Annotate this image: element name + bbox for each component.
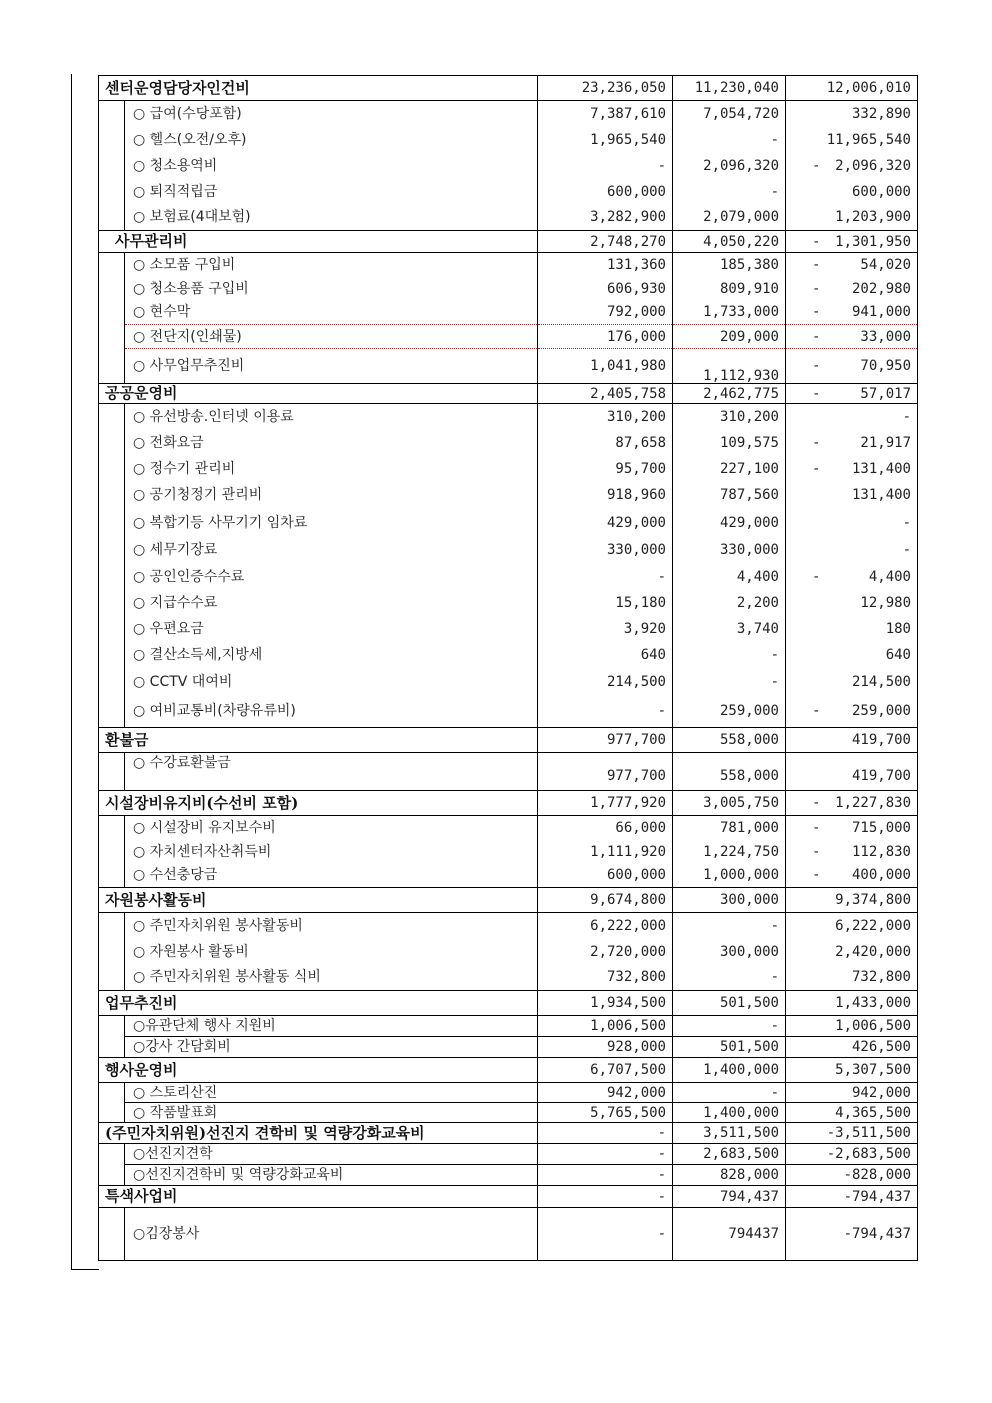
item-label: ○ 유선방송.인터넷 이용료 [125,404,538,430]
amount: 1,227,830 [835,795,911,811]
minus-sign: - [812,328,821,345]
col1-value: 6,222,000 [538,913,673,939]
item-row [99,101,918,127]
category-label: 센터운영담당자인건비 [99,76,538,101]
category-label: 환불금 [99,728,538,753]
item-row [99,277,918,301]
item-label: ○ 현수막 [125,301,538,325]
col1-value: 6,707,500 [538,1058,673,1083]
minus-sign: - [812,233,821,250]
item-row [99,1016,918,1037]
indent-cell [99,404,125,728]
col1-value: 330,000 [538,537,673,564]
col3-value: 12,980 [786,590,918,616]
item-label: ○ 자원봉사 활동비 [125,939,538,965]
col3-value: 214,500 [786,668,918,696]
col2-value: 794437 [673,1208,786,1261]
item-row [99,1037,918,1058]
col3-value: - [786,537,918,564]
minus-sign: - [812,703,821,720]
amount: 1,301,950 [835,233,911,250]
category-row [99,1186,918,1208]
col2-value: 4,050,220 [673,231,786,253]
item-row [99,840,918,864]
minus-sign: - [812,460,821,477]
col3-value: 131,400 [786,482,918,509]
amount: 715,000 [851,819,911,836]
col3-value: 6,222,000 [786,913,918,939]
col3-value [786,816,918,840]
col1-value: 7,387,610 [538,101,673,127]
col3-value [786,277,918,301]
col3-value [786,840,918,864]
col1-value: 3,920 [538,616,673,642]
category-row [99,888,918,913]
col3-value: 11,965,540 [786,127,918,153]
col2-value: 185,380 [673,253,786,277]
col2-value: 310,200 [673,404,786,430]
item-label: ○강사 간담회비 [125,1037,538,1058]
col2-value: 809,910 [673,277,786,301]
col1-value: 1,006,500 [538,1016,673,1037]
item-label: ○ 복합기등 사무기기 임차료 [125,509,538,537]
col3-value [786,325,918,349]
col2-value: 501,500 [673,1037,786,1058]
category-row [99,791,918,816]
item-label: ○ 보험료(4대보험) [125,205,538,231]
col1-value: - [538,1123,673,1144]
item-label: ○유관단체 행사 지원비 [125,1016,538,1037]
col1-value: 1,934,500 [538,991,673,1016]
item-row [99,939,918,965]
item-row [99,642,918,668]
item-label: ○ 전단지(인쇄물) [125,325,538,349]
col1-value: - [538,696,673,728]
col2-value: 3,740 [673,616,786,642]
col3-value: 426,500 [786,1037,918,1058]
col2-value: 501,500 [673,991,786,1016]
item-label: ○ 헬스(오전/오후) [125,127,538,153]
indent-cell [99,913,125,991]
col1-value: 1,111,920 [538,840,673,864]
col2-value: 4,400 [673,564,786,590]
category-label: 자원봉사활동비 [99,888,538,913]
col3-value [786,301,918,325]
category-label: 공공운영비 [99,384,538,404]
item-label: ○ CCTV 대여비 [125,668,538,696]
col1-value: 15,180 [538,590,673,616]
col3-value [786,349,918,384]
item-label: ○김장봉사 [125,1208,538,1261]
col2-value: 1,112,930 [673,349,786,384]
col3-value: 732,800 [786,965,918,991]
indent-cell [99,816,125,888]
item-label: ○ 수강료환불금 [125,753,538,791]
col3-value: 1,006,500 [786,1016,918,1037]
col3-value: -2,683,500 [786,1144,918,1165]
col2-value: 794,437 [673,1186,786,1208]
item-label: ○ 작품발표회 [125,1103,538,1123]
item-row [99,564,918,590]
col3-value: -828,000 [786,1165,918,1186]
item-label: ○ 소모품 구입비 [125,253,538,277]
item-row [99,668,918,696]
col3-value [786,430,918,456]
col2-value: 227,100 [673,456,786,482]
item-row [99,590,918,616]
item-label: ○ 급여(수당포함) [125,101,538,127]
col1-value: 23,236,050 [538,76,673,101]
col3-value: 5,307,500 [786,1058,918,1083]
col2-value: 2,079,000 [673,205,786,231]
col2-value: 558,000 [673,753,786,791]
col1-value: 3,282,900 [538,205,673,231]
col1-value: 600,000 [538,179,673,205]
item-label: ○ 청소용품 구입비 [125,277,538,301]
minus-sign: - [812,256,821,273]
col3-value: -3,511,500 [786,1123,918,1144]
minus-sign: - [812,385,821,402]
item-label: ○ 공인인증수수료 [125,564,538,590]
indent-cell [99,1144,125,1186]
col2-value: 2,462,775 [673,384,786,404]
minus-sign: - [812,304,821,321]
col2-value: 330,000 [673,537,786,564]
col2-value: - [673,127,786,153]
col3-value: 9,374,800 [786,888,918,913]
col1-value: 1,041,980 [538,349,673,384]
item-row [99,430,918,456]
col1-value: - [538,1144,673,1165]
category-row [99,384,918,404]
item-label: ○ 시설장비 유지보수비 [125,816,538,840]
amount: 400,000 [851,867,911,884]
item-label: ○ 수선충당금 [125,864,538,888]
indent-cell [99,253,125,384]
amount: 941,000 [851,304,911,321]
col1-value: 1,965,540 [538,127,673,153]
col1-value: 429,000 [538,509,673,537]
col2-value: 3,005,750 [673,791,786,816]
item-label: ○선진지견학비 및 역량강화교육비 [125,1165,538,1186]
minus-sign: - [812,819,821,836]
item-row [99,301,918,325]
item-row [99,864,918,888]
col2-value: - [673,668,786,696]
item-row [99,153,918,179]
col3-value: 4,365,500 [786,1103,918,1123]
category-row [99,1058,918,1083]
item-row [99,1103,918,1123]
col2-value: - [673,913,786,939]
item-row [99,456,918,482]
item-row [99,753,918,791]
col3-value: -794,437 [786,1208,918,1261]
col1-value: 87,658 [538,430,673,456]
col2-value: 2,200 [673,590,786,616]
col2-value: 787,560 [673,482,786,509]
item-row [99,205,918,231]
amount: 57,017 [860,385,911,402]
col3-value [786,384,918,404]
col1-value: 792,000 [538,301,673,325]
col3-value: 2,420,000 [786,939,918,965]
col1-value: 918,960 [538,482,673,509]
col1-value: 640 [538,642,673,668]
item-label: ○ 공기청정기 관리비 [125,482,538,509]
col2-value: 7,054,720 [673,101,786,127]
minus-sign: - [812,434,821,451]
indent-cell [99,753,125,791]
col3-value [786,696,918,728]
col2-value: 300,000 [673,888,786,913]
item-row [99,816,918,840]
item-row [99,965,918,991]
col2-value: - [673,1083,786,1103]
item-row [99,253,918,277]
col2-value: 209,000 [673,325,786,349]
category-label: 사무관리비 [99,231,538,253]
col1-value: - [538,1208,673,1261]
item-row [99,616,918,642]
amount: 202,980 [851,280,911,297]
col2-value: - [673,1016,786,1037]
item-label: ○ 여비교통비(차량유류비) [125,696,538,728]
category-row [99,76,918,101]
col2-value: - [673,179,786,205]
amount: 21,917 [860,434,911,451]
item-row [99,179,918,205]
col3-value: 180 [786,616,918,642]
col3-value: 332,890 [786,101,918,127]
item-label: ○ 퇴직적립금 [125,179,538,205]
col3-value: - [786,509,918,537]
col2-value: - [673,642,786,668]
col3-value [786,456,918,482]
col1-value: 214,500 [538,668,673,696]
col2-value: 1,000,000 [673,864,786,888]
minus-sign: - [812,843,821,860]
col1-value: 977,700 [538,728,673,753]
col2-value: 429,000 [673,509,786,537]
item-label: ○ 스토리산진 [125,1083,538,1103]
item-row [99,404,918,430]
col1-value: 606,930 [538,277,673,301]
item-row [99,537,918,564]
item-row [99,1144,918,1165]
item-label: ○ 정수기 관리비 [125,456,538,482]
col1-value: 2,720,000 [538,939,673,965]
minus-sign: - [812,358,821,374]
col1-value: 2,405,758 [538,384,673,404]
item-label: ○ 우편요금 [125,616,538,642]
col1-value: 977,700 [538,753,673,791]
col3-value [786,253,918,277]
item-label: ○ 결산소득세,지방세 [125,642,538,668]
col3-value: 419,700 [786,728,918,753]
minus-sign: - [812,157,821,174]
item-label: ○ 자치센터자산취득비 [125,840,538,864]
col3-value: 1,203,900 [786,205,918,231]
minus-sign: - [812,795,821,811]
col3-value [786,153,918,179]
col3-value [786,564,918,590]
amount: 131,400 [851,460,911,477]
col2-value: 1,733,000 [673,301,786,325]
col2-value: 1,400,000 [673,1103,786,1123]
amount: 112,830 [851,843,911,860]
col3-value: -794,437 [786,1186,918,1208]
col1-value: 131,360 [538,253,673,277]
item-label: ○ 주민자치위원 봉사활동 식비 [125,965,538,991]
item-label: ○ 주민자치위원 봉사활동비 [125,913,538,939]
col2-value: 3,511,500 [673,1123,786,1144]
item-row [99,1083,918,1103]
category-label: 행사운영비 [99,1058,538,1083]
col3-value: 1,433,000 [786,991,918,1016]
col3-value: 640 [786,642,918,668]
col2-value: - [673,965,786,991]
col2-value: 2,096,320 [673,153,786,179]
category-label: (주민자치위원)선진지 견학비 및 역량강화교육비 [99,1123,538,1144]
category-row [99,1123,918,1144]
indent-cell [99,1016,125,1058]
amount: 4,400 [868,568,911,585]
item-row [99,349,918,384]
page-bottom-rule [71,1269,99,1270]
indent-cell [99,1208,125,1261]
col1-value: 176,000 [538,325,673,349]
col2-value: 11,230,040 [673,76,786,101]
col3-value: 942,000 [786,1083,918,1103]
item-label: ○ 전화요금 [125,430,538,456]
budget-table [98,75,918,1261]
item-label: ○ 세무기장료 [125,537,538,564]
col2-value: 1,400,000 [673,1058,786,1083]
col1-value: 942,000 [538,1083,673,1103]
col1-value: - [538,1186,673,1208]
category-label: 시설장비유지비(수선비 포함) [99,791,538,816]
category-row [99,728,918,753]
item-label: ○ 청소용역비 [125,153,538,179]
minus-sign: - [812,280,821,297]
col2-value: 2,683,500 [673,1144,786,1165]
col3-value [786,864,918,888]
item-label: ○ 지급수수료 [125,590,538,616]
item-row [99,127,918,153]
col2-value: 259,000 [673,696,786,728]
amount: 259,000 [851,703,911,720]
page-left-rule [71,74,72,1270]
col2-value: 300,000 [673,939,786,965]
col3-value: - [786,404,918,430]
col1-value: - [538,1165,673,1186]
col1-value: - [538,153,673,179]
col1-value: 66,000 [538,816,673,840]
item-row [99,913,918,939]
minus-sign: - [812,867,821,884]
col1-value: - [538,564,673,590]
col3-value: 419,700 [786,753,918,791]
item-row [99,509,918,537]
item-label: ○ 사무업무추진비 [125,349,538,384]
col1-value: 928,000 [538,1037,673,1058]
col2-value: 1,224,750 [673,840,786,864]
item-row [99,1165,918,1186]
amount: 54,020 [860,256,911,273]
amount: 33,000 [860,328,911,345]
col2-value: 558,000 [673,728,786,753]
item-row [99,482,918,509]
indent-cell [99,1083,125,1123]
item-label: ○선진지견학 [125,1144,538,1165]
item-row [99,696,918,728]
amount: 2,096,320 [835,157,911,174]
category-label: 특색사업비 [99,1186,538,1208]
col3-value [786,791,918,816]
col1-value: 5,765,500 [538,1103,673,1123]
category-row [99,231,918,253]
col3-value: 600,000 [786,179,918,205]
col3-value: 12,006,010 [786,76,918,101]
col2-value: 109,575 [673,430,786,456]
col1-value: 310,200 [538,404,673,430]
col1-value: 2,748,270 [538,231,673,253]
col2-value: 828,000 [673,1165,786,1186]
col1-value: 732,800 [538,965,673,991]
col1-value: 1,777,920 [538,791,673,816]
item-row [99,325,918,349]
col1-value: 9,674,800 [538,888,673,913]
indent-cell [99,101,125,231]
item-row [99,1208,918,1261]
amount: 70,950 [860,358,911,374]
category-label: 업무추진비 [99,991,538,1016]
col1-value: 95,700 [538,456,673,482]
category-row [99,991,918,1016]
col2-value: 781,000 [673,816,786,840]
minus-sign: - [812,568,821,585]
col3-value [786,231,918,253]
col1-value: 600,000 [538,864,673,888]
